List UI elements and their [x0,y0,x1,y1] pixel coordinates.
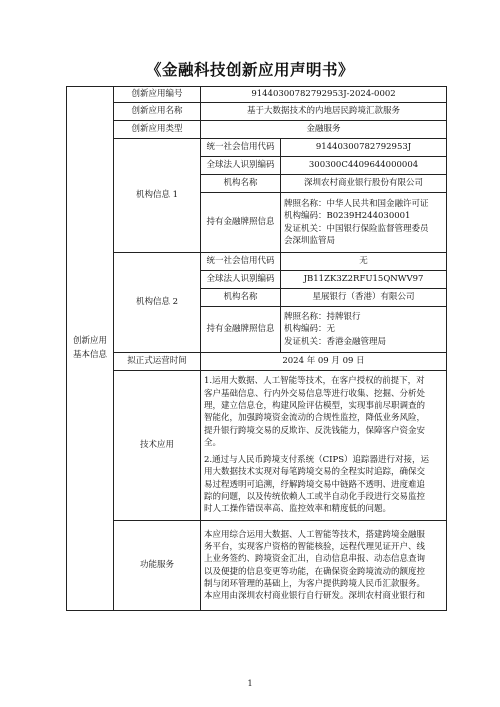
func-line: 以及便捷的信息变更等功能，在确保资金跨境流动的额度控 [204,566,426,577]
inst2-license-line: 发证机关：香港金融管理局 [284,336,387,347]
inst1-credit-label: 统一社会信用代码 [201,139,281,157]
inst2-lei-label: 全球法人识别编码 [201,271,281,289]
func-line: 制与闭环管理的基础上，为客户提供跨境人民币汇款服务。 [204,578,426,589]
inst1-license-value [281,193,447,253]
app-type-label: 创新应用类型 [114,121,201,139]
row-func [67,521,447,611]
inst1-lei-value: 300300C4409644000004 [281,157,447,175]
launch-value: 2024 年 09 月 09 日 [201,353,447,371]
section-label: 创新应用基本信息 [72,335,107,360]
inst2-lei-value: JB11ZK3Z2RFU15QNWV97 [281,271,447,289]
inst2-name-label: 机构名称 [201,289,281,307]
tech-line: 理，建立信息仓，构建风险评估模型，实现事前尽职调查的 [204,400,426,411]
inst2-credit-label: 统一社会信用代码 [201,253,281,271]
inst1-license-line: 发证机关：中国银行保险监督管理委员 [284,223,429,234]
tech-line: 客户基础信息、行内外交易信息等进行收集、挖掘、分析处 [204,388,426,399]
inst1-license-line: 会深圳监管局 [284,235,336,246]
row-app-number [67,87,447,103]
tech-text [201,371,447,521]
inst1-row-credit [67,139,447,157]
tech-line: 智能化，加强跨境资金流动的合规性监控，降低业务风险， [204,413,426,424]
row-app-name [67,103,447,121]
func-label: 功能服务 [114,521,201,611]
func-line: 上业务签约、跨境资金汇出，自动信息串报、动态信息查询 [204,554,426,565]
row-launch [67,353,447,371]
inst2-name-value: 星展银行（香港）有限公司 [281,289,447,307]
tech-line: 1.运用大数据、人工智能等技术，在客户授权的前提下，对 [204,376,425,387]
inst2-row-credit [67,253,447,271]
tech-line: 提升银行跨境交易的反欺诈、反洗钱能力，保障客户资金安 [204,425,426,436]
inst1-lei-label: 全球法人识别编码 [201,157,281,175]
tech-line: 全。 [204,437,222,448]
row-app-type [67,121,447,139]
app-type-value: 金融服务 [201,121,447,139]
inst2-license-value [281,307,447,353]
inst2-license-line: 牌照名称：持牌银行 [284,312,361,323]
launch-label: 拟正式运营时间 [114,353,201,371]
tech-label: 技术应用 [114,371,201,521]
app-name-label: 创新应用名称 [114,103,201,121]
tech-line: 2.通过与人民币跨境支付系统（CIPS）追踪器进行对接，运 [204,455,430,466]
declaration-table [66,86,447,611]
inst2-label: 机构信息 2 [114,253,201,353]
func-line: 务平台，实现客户资格的智能核验，远程代理见证开户、线 [204,541,426,552]
tech-line: 易过程透明可追溯，纾解跨境交易中链路不透明、进度难追 [204,479,426,490]
inst1-label: 机构信息 1 [114,139,201,253]
inst1-license-line: 机构编码：B0239H244030001 [284,211,411,222]
tech-line: 用大数据技术实现对每笔跨境交易的全程实时追踪，确保交 [204,467,426,478]
inst2-license-label: 持有金融牌照信息 [201,307,281,353]
tech-line: 踪的问题，以及传统依赖人工或半自动化手段进行交易监控 [204,492,426,503]
inst1-name-label: 机构名称 [201,175,281,193]
inst1-credit-value: 91440300782792953J [281,139,447,157]
document-title: 《金融科技创新应用声明书》 [145,61,354,79]
row-tech [67,371,447,521]
inst1-license-line: 牌照名称：中华人民共和国金融许可证 [284,198,429,209]
func-line: 本应用由深圳农村商业银行自行研发。深圳农村商业银行和 [204,591,426,602]
section-label-cell [67,87,114,611]
inst1-license-label: 持有金融牌照信息 [201,193,281,253]
app-number-value: 91440300782792953J-2024-0002 [201,87,447,103]
tech-line: 时人工操作错误率高、监控效率和精度低的问题。 [204,504,392,515]
inst2-credit-value: 无 [281,253,447,271]
inst1-name-value: 深圳农村商业银行股份有限公司 [281,175,447,193]
page-number: 1 [247,679,253,688]
app-number-label: 创新应用编号 [114,87,201,103]
inst2-license-line: 机构编码：无 [284,324,336,335]
app-name-value: 基于大数据技术的内地居民跨境汇款服务 [201,103,447,121]
func-line: 本应用综合运用大数据、人工智能等技术，搭建跨境金融服 [204,529,426,540]
func-text [201,521,447,611]
